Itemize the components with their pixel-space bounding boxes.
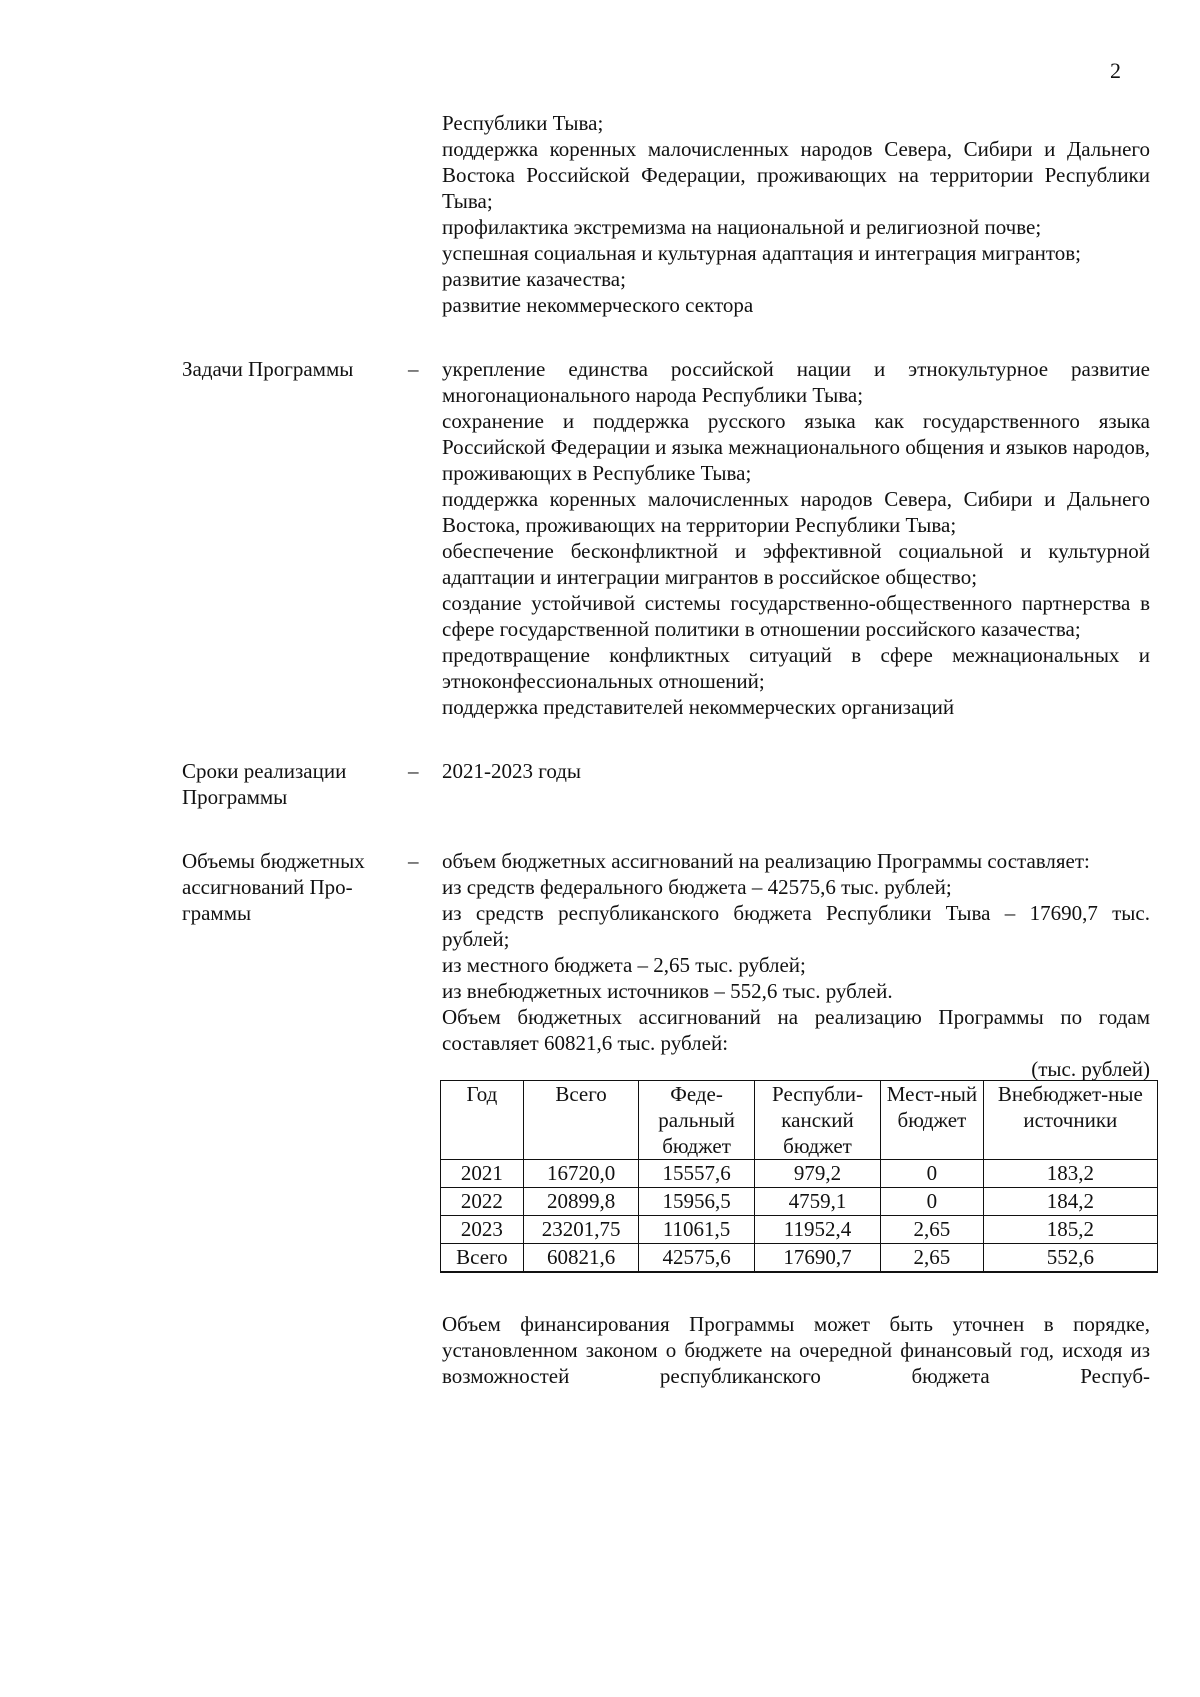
table-cell: 2023 <box>441 1216 524 1244</box>
task-item: предотвращение конфликтных ситуаций в сфере межнациональных и этноконфессиональных отношений; <box>442 643 1150 693</box>
passport-content <box>182 110 1150 1389</box>
table-cell: 15557,6 <box>639 1160 755 1188</box>
table-cell: 11061,5 <box>639 1216 755 1244</box>
table-row <box>441 1188 1158 1216</box>
table-row-total <box>441 1244 1158 1273</box>
table-row <box>441 1160 1158 1188</box>
budget-paragraph: из местного бюджета – 2,65 тыс. рублей; <box>442 953 806 977</box>
table-cell: 2,65 <box>881 1244 983 1273</box>
header-extrabudgetary: Внебюджет-ные источники <box>983 1081 1157 1160</box>
terms-row <box>182 758 1150 810</box>
table-cell: 4759,1 <box>754 1188 880 1216</box>
header-year: Год <box>441 1081 524 1160</box>
terms-value: 2021-2023 годы <box>442 759 582 783</box>
purpose-item: профилактика экстремизма на национальной и религиозной почве; <box>442 215 1042 239</box>
table-cell: 15956,5 <box>639 1188 755 1216</box>
table-cell: 2,65 <box>881 1216 983 1244</box>
purpose-item: развитие некоммерческого сектора <box>442 293 754 317</box>
table-cell: 552,6 <box>983 1244 1157 1273</box>
task-item: сохранение и поддержка русского языка как государственного языка Российской Федерации и языка межнационального общения и языков народов, проживающих в Республике Тыва; <box>442 409 1150 485</box>
header-total: Всего <box>523 1081 639 1160</box>
task-item: создание устойчивой системы государственно-общественного партнерства в сфере государственной политики в отношении российского казачества; <box>442 591 1150 641</box>
budget-body <box>442 848 1150 1273</box>
terms-label: Сроки реализации Программы <box>182 759 347 809</box>
table-cell: 2022 <box>441 1188 524 1216</box>
task-item: поддержка представителей некоммерческих организаций <box>442 695 955 719</box>
table-cell: 183,2 <box>983 1160 1157 1188</box>
task-item: обеспечение бесконфликтной и эффективной социальной и культурной адаптации и интеграции мигрантов в российское общество; <box>442 539 1150 589</box>
budget-dash: – <box>408 849 419 873</box>
purposes-continuation-row <box>182 110 1150 318</box>
header-federal: Феде-ральный бюджет <box>639 1081 755 1160</box>
table-cell: 0 <box>881 1188 983 1216</box>
table-cell: 11952,4 <box>754 1216 880 1244</box>
purpose-item: Республики Тыва; <box>442 111 604 135</box>
table-header-row <box>441 1081 1158 1160</box>
tasks-label: Задачи Программы <box>182 357 354 381</box>
table-cell: 185,2 <box>983 1216 1157 1244</box>
task-item: поддержка коренных малочисленных народов Севера, Сибири и Дальнего Востока, проживающих на территории Республики Тыва; <box>442 487 1150 537</box>
budget-paragraph: из средств республиканского бюджета Республики Тыва – 17690,7 тыс. рублей; <box>442 901 1150 951</box>
budget-paragraph: из средств федерального бюджета – 42575,6 тыс. рублей; <box>442 875 952 899</box>
table-cell: 979,2 <box>754 1160 880 1188</box>
table-cell: 2021 <box>441 1160 524 1188</box>
page-number: 2 <box>1110 58 1121 83</box>
table-row <box>441 1216 1158 1244</box>
tasks-list <box>442 356 1150 720</box>
terms-dash: – <box>408 759 419 783</box>
budget-row <box>182 848 1150 1273</box>
table-cell: 23201,75 <box>523 1216 639 1244</box>
task-item: укрепление единства российской нации и этнокультурное развитие многонационального народа Республики Тыва; <box>442 357 1150 407</box>
closing-paragraph: Объем финансирования Программы может быть уточнен в порядке, установленном законом о бюджете на очередной финансовый год, исходя из возможностей республиканского бюджета Респуб- <box>442 1312 1150 1388</box>
budget-table <box>440 1080 1158 1273</box>
tasks-dash: – <box>408 357 419 381</box>
table-cell: 16720,0 <box>523 1160 639 1188</box>
header-local: Мест-ный бюджет <box>881 1081 983 1160</box>
table-cell: 17690,7 <box>754 1244 880 1273</box>
table-cell: 42575,6 <box>639 1244 755 1273</box>
purpose-item: поддержка коренных малочисленных народов Севера, Сибири и Дальнего Востока Российской Федерации, проживающих на территории Республики Тыва; <box>442 137 1150 213</box>
purposes-list <box>442 110 1150 318</box>
budget-paragraph: объем бюджетных ассигнований на реализацию Программы составляет: <box>442 849 1090 873</box>
table-cell: 60821,6 <box>523 1244 639 1273</box>
budget-paragraph: Объем бюджетных ассигнований на реализацию Программы по годам составляет 60821,6 тыс. рублей: <box>442 1005 1150 1055</box>
purpose-item: успешная социальная и культурная адаптация и интеграция мигрантов; <box>442 241 1082 265</box>
purpose-item: развитие казачества; <box>442 267 626 291</box>
header-republican: Республи-канский бюджет <box>754 1081 880 1160</box>
tasks-row <box>182 356 1150 720</box>
budget-label: Объемы бюджетных ассигнований Про- граммы <box>182 849 365 925</box>
budget-paragraph: из внебюджетных источников – 552,6 тыс. рублей. <box>442 979 893 1003</box>
table-cell: 20899,8 <box>523 1188 639 1216</box>
unit-note: (тыс. рублей) <box>1031 1057 1150 1081</box>
table-cell: 0 <box>881 1160 983 1188</box>
table-cell: 184,2 <box>983 1188 1157 1216</box>
table-cell: Всего <box>441 1244 524 1273</box>
